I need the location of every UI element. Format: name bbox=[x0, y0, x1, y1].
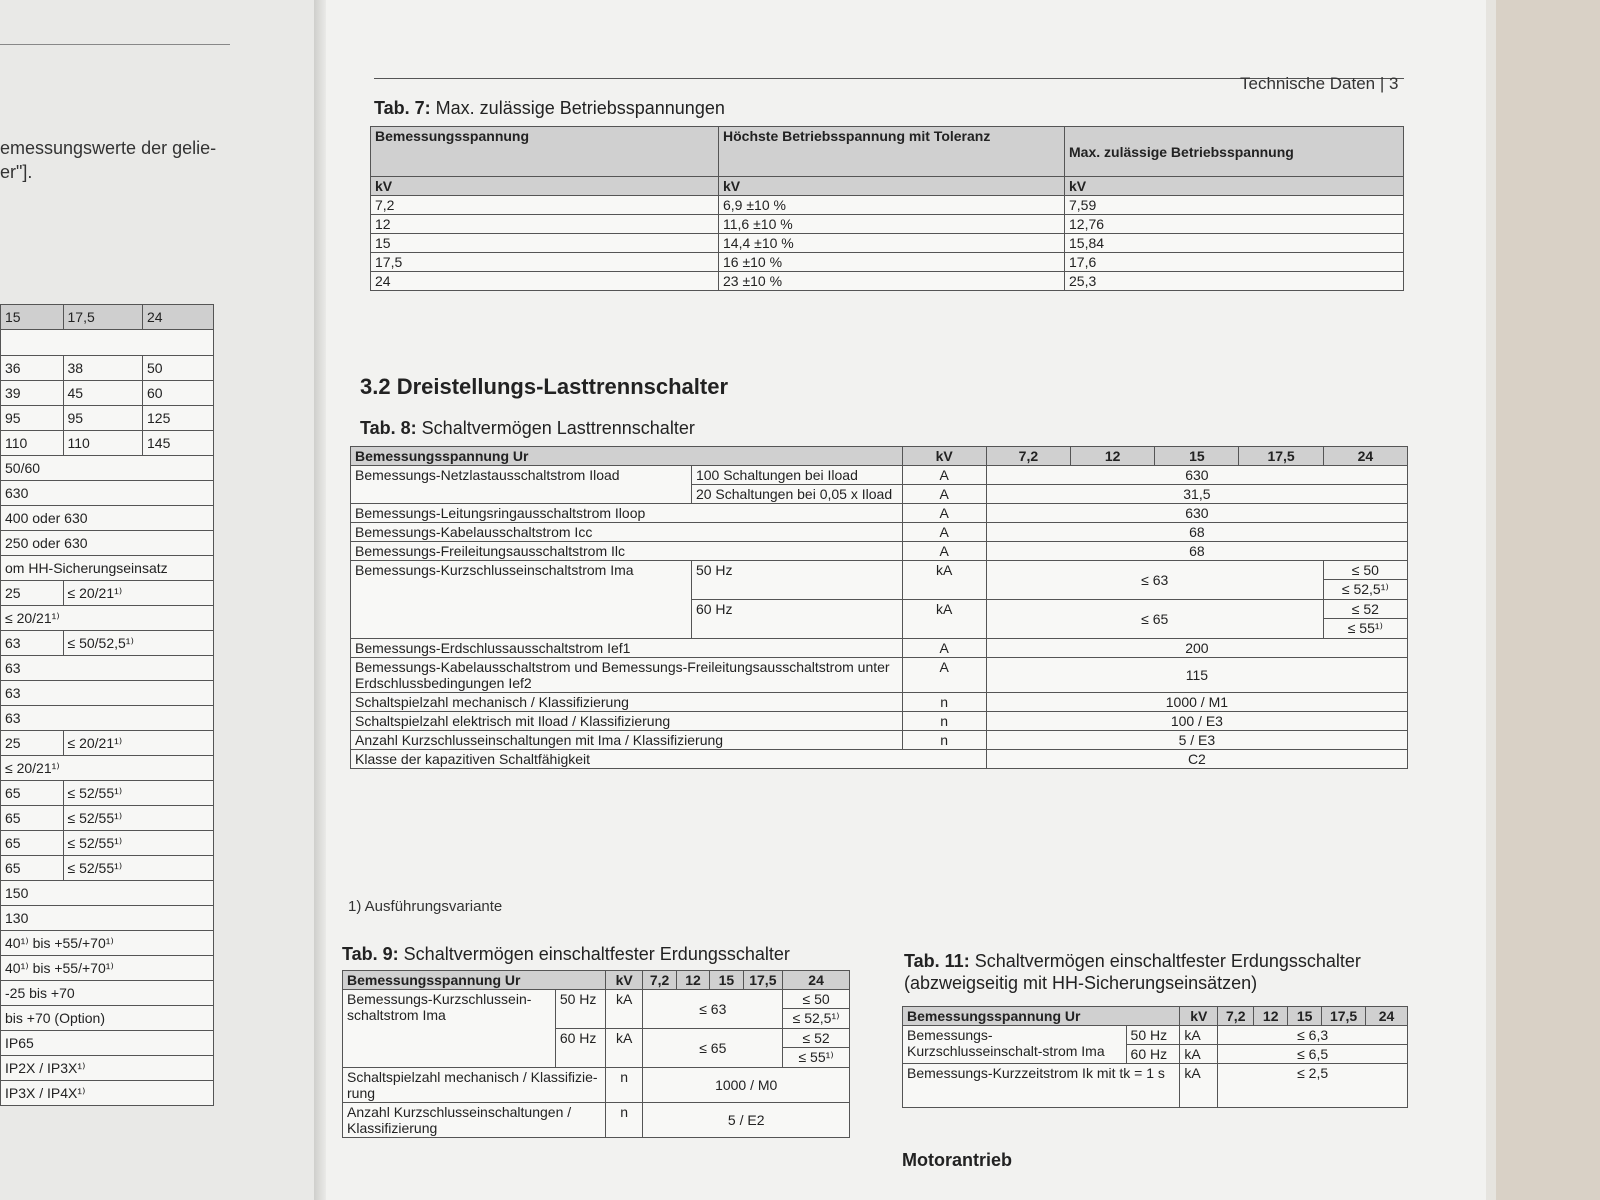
tab7-cell: 12 bbox=[371, 215, 719, 234]
left-table-cell: 40¹⁾ bis +55/+70¹⁾ bbox=[1, 931, 214, 956]
left-table-spacer-row bbox=[1, 330, 214, 356]
footnote: 1) Ausführungsvariante bbox=[348, 898, 503, 915]
left-table-cell: 125 bbox=[143, 406, 214, 431]
tab11-voltage-header: 7,2 bbox=[1218, 1007, 1254, 1026]
tab8-unit: A bbox=[902, 466, 986, 485]
left-table-cell: -25 bis +70 bbox=[1, 981, 214, 1006]
tab8-row-label: Klasse der kapazitiven Schaltfähigkeit bbox=[351, 750, 987, 769]
tab8-value: ≤ 63 bbox=[986, 561, 1323, 600]
table-row bbox=[1, 556, 214, 581]
tab11-value: ≤ 6,3 bbox=[1218, 1026, 1408, 1045]
left-table-cell: ≤ 52/55¹⁾ bbox=[63, 781, 213, 806]
table-row bbox=[351, 639, 1408, 658]
table-row bbox=[1, 431, 214, 456]
tab8-caption-label: Tab. 8: bbox=[360, 418, 417, 438]
table-row bbox=[351, 693, 1408, 712]
table-row bbox=[1, 756, 214, 781]
tab7-cell: 14,4 ±10 % bbox=[719, 234, 1065, 253]
tab8-row-label: Anzahl Kurzschlusseinschaltungen mit Ima / Klassifizierung bbox=[351, 731, 903, 750]
tab8-unit: A bbox=[902, 658, 986, 693]
tab7-cell: 25,3 bbox=[1065, 272, 1404, 291]
tab8-row-label: Bemessungs-Netzlastausschaltstrom Iload bbox=[351, 466, 692, 504]
left-table-cell: ≤ 20/21¹⁾ bbox=[63, 731, 213, 756]
table-row bbox=[343, 1068, 850, 1103]
tab11-value: ≤ 2,5 bbox=[1218, 1064, 1408, 1108]
tab8-value: 630 bbox=[986, 466, 1407, 485]
tab9-sub-label: 60 Hz bbox=[555, 1029, 605, 1068]
table-row bbox=[1, 681, 214, 706]
tab8-value: ≤ 52 bbox=[1323, 600, 1407, 619]
tab11-sub-label: 60 Hz bbox=[1126, 1045, 1180, 1064]
tab9-unit: kA bbox=[605, 1029, 643, 1068]
tab9-value: 5 / E2 bbox=[643, 1103, 850, 1138]
tab9-sub-label: 50 Hz bbox=[555, 990, 605, 1029]
tab9-caption-label: Tab. 9: bbox=[342, 944, 399, 964]
intro-line: er"]. bbox=[0, 162, 33, 182]
table-row bbox=[1, 656, 214, 681]
table-row bbox=[1, 831, 214, 856]
left-table-cell: 36 bbox=[1, 356, 64, 381]
tab11-unit: kA bbox=[1180, 1026, 1218, 1045]
tab7-header-cell: Bemessungsspannung bbox=[371, 127, 719, 177]
tab7-cell: 15,84 bbox=[1065, 234, 1404, 253]
tab11-caption-label: Tab. 11: bbox=[904, 951, 970, 971]
left-table-header-cell: 15 bbox=[1, 305, 64, 330]
tab11-row-label: Bemessungs-Kurzzeitstrom Ik mit tk = 1 s bbox=[903, 1064, 1180, 1108]
left-table-cell: 400 oder 630 bbox=[1, 506, 214, 531]
tab9-table bbox=[342, 970, 850, 1138]
tab9-header-label: Bemessungsspannung Ur bbox=[343, 971, 606, 990]
left-table-cell: ≤ 20/21¹⁾ bbox=[1, 756, 214, 781]
tab8-unit: A bbox=[902, 542, 986, 561]
tab7-cell: 15 bbox=[371, 234, 719, 253]
left-table-cell: 38 bbox=[63, 356, 142, 381]
tab9-voltage-header: 17,5 bbox=[743, 971, 783, 990]
left-table-cell: IP65 bbox=[1, 1031, 214, 1056]
tab9-caption bbox=[342, 944, 790, 965]
left-page bbox=[0, 0, 322, 1200]
tab8-row-label: Bemessungs-Kabelausschaltstrom und Bemessungs-Freileitungsausschaltstrom unter Erdschlussbedingungen Ief2 bbox=[351, 658, 903, 693]
tab8-sub-label: 20 Schaltungen bei 0,05 x Iload bbox=[691, 485, 902, 504]
tab7-unit-row bbox=[371, 177, 1404, 196]
table-row bbox=[1, 531, 214, 556]
tab8-sub-label: 100 Schaltungen bei Iload bbox=[691, 466, 902, 485]
tab8-row-label: Bemessungs-Kabelausschaltstrom Icc bbox=[351, 523, 903, 542]
left-page-table bbox=[0, 304, 214, 1106]
left-table-cell: 63 bbox=[1, 681, 214, 706]
tab8-caption bbox=[360, 418, 695, 439]
tab9-value: ≤ 52 bbox=[783, 1029, 850, 1048]
tab8-row-label: Schaltspielzahl mechanisch / Klassifizierung bbox=[351, 693, 903, 712]
left-table-cell: 95 bbox=[1, 406, 64, 431]
left-table-cell: ≤ 52/55¹⁾ bbox=[63, 806, 213, 831]
tab8-unit-header: kV bbox=[902, 447, 986, 466]
tab8-value: 115 bbox=[986, 658, 1407, 693]
background-surface bbox=[1486, 0, 1600, 1200]
tab8-value: 31,5 bbox=[986, 485, 1407, 504]
table-row bbox=[1, 1056, 214, 1081]
tab9-value: ≤ 63 bbox=[643, 990, 783, 1029]
left-table-cell: 145 bbox=[143, 431, 214, 456]
table-row bbox=[351, 561, 1408, 580]
tab9-row-label: Bemessungs-Kurzschlussein-schaltstrom Ima bbox=[343, 990, 556, 1068]
tab8-value: ≤ 52,5¹⁾ bbox=[1323, 580, 1407, 600]
tab9-unit: n bbox=[605, 1103, 643, 1138]
left-table-cell: bis +70 (Option) bbox=[1, 1006, 214, 1031]
table-row bbox=[343, 990, 850, 1009]
tab11-value: ≤ 6,5 bbox=[1218, 1045, 1408, 1064]
tab8-value: 100 / E3 bbox=[986, 712, 1407, 731]
running-header: Technische Daten | 3 bbox=[1240, 74, 1399, 93]
tab11-caption-line2: (abzweigseitig mit HH-Sicherungseinsätzen) bbox=[904, 973, 1258, 993]
table-row bbox=[351, 466, 1408, 485]
tab8-voltage-header: 17,5 bbox=[1239, 447, 1323, 466]
tab8-header-row bbox=[351, 447, 1408, 466]
tab7-cell: 11,6 ±10 % bbox=[719, 215, 1065, 234]
table-row bbox=[1, 906, 214, 931]
table-row bbox=[1, 406, 214, 431]
tab7-cell: 7,2 bbox=[371, 196, 719, 215]
tab8-row-label: Bemessungs-Freileitungsausschaltstrom Ilc bbox=[351, 542, 903, 561]
tab8-header-label: Bemessungsspannung Ur bbox=[351, 447, 903, 466]
tab8-unit: A bbox=[902, 485, 986, 504]
motor-heading: Motorantrieb bbox=[902, 1150, 1012, 1170]
tab8-sub-label: 50 Hz bbox=[691, 561, 902, 600]
tab8-value: 5 / E3 bbox=[986, 731, 1407, 750]
left-table-cell: 130 bbox=[1, 906, 214, 931]
tab9-voltage-header: 24 bbox=[783, 971, 850, 990]
table-row bbox=[1, 981, 214, 1006]
tab8-table bbox=[350, 446, 1408, 769]
tab11-header-row bbox=[903, 1007, 1408, 1026]
tab7-table bbox=[370, 126, 1404, 291]
tab11-voltage-header: 24 bbox=[1366, 1007, 1408, 1026]
tab11-voltage-header: 17,5 bbox=[1322, 1007, 1366, 1026]
tab7-unit-cell: kV bbox=[719, 177, 1065, 196]
tab8-value: ≤ 55¹⁾ bbox=[1323, 619, 1407, 639]
tab11-sub-label: 50 Hz bbox=[1126, 1026, 1180, 1045]
tab11-caption bbox=[904, 950, 1361, 994]
left-table-cell: 25 bbox=[1, 731, 64, 756]
left-table-cell: 250 oder 630 bbox=[1, 531, 214, 556]
table-row bbox=[351, 731, 1408, 750]
left-table-cell: 39 bbox=[1, 381, 64, 406]
tab8-voltage-header: 24 bbox=[1323, 447, 1407, 466]
left-page-rule bbox=[0, 44, 230, 45]
table-row bbox=[1, 606, 214, 631]
left-table-cell: 50 bbox=[143, 356, 214, 381]
tab11-table bbox=[902, 1006, 1408, 1108]
left-table-cell: 150 bbox=[1, 881, 214, 906]
tab9-unit-header: kV bbox=[605, 971, 643, 990]
tab7-cell: 17,6 bbox=[1065, 253, 1404, 272]
left-table-cell: IP2X / IP3X¹⁾ bbox=[1, 1056, 214, 1081]
left-table-cell: ≤ 52/55¹⁾ bbox=[63, 856, 213, 881]
left-table-header-row bbox=[1, 305, 214, 330]
tab11-caption-text: Schaltvermögen einschaltfester Erdungsschalter bbox=[969, 951, 1361, 971]
tab8-unit: A bbox=[902, 639, 986, 658]
tab7-cell: 16 ±10 % bbox=[719, 253, 1065, 272]
left-page-intro bbox=[0, 136, 216, 184]
left-table-cell: 25 bbox=[1, 581, 64, 606]
table-row bbox=[1, 806, 214, 831]
tab9-header-row bbox=[343, 971, 850, 990]
left-table-cell: 63 bbox=[1, 656, 214, 681]
table-row bbox=[903, 1064, 1408, 1108]
left-table-cell: 60 bbox=[143, 381, 214, 406]
left-table-cell: 110 bbox=[63, 431, 142, 456]
tab9-unit: n bbox=[605, 1068, 643, 1103]
tab8-row-label: Bemessungs-Kurzschlusseinschaltstrom Ima bbox=[351, 561, 692, 639]
section-title: 3.2 Dreistellungs-Lasttrennschalter bbox=[360, 374, 729, 399]
tab7-header-cell: Höchste Betriebsspannung mit Toleranz bbox=[719, 127, 1065, 177]
table-row bbox=[1, 631, 214, 656]
tab8-unit: n bbox=[902, 712, 986, 731]
tab7-cell: 6,9 ±10 % bbox=[719, 196, 1065, 215]
tab9-value: ≤ 65 bbox=[643, 1029, 783, 1068]
left-table-cell: 63 bbox=[1, 631, 64, 656]
tab8-value: ≤ 50 bbox=[1323, 561, 1407, 580]
left-table-header-cell: 17,5 bbox=[63, 305, 142, 330]
table-row bbox=[351, 658, 1408, 693]
table-row bbox=[371, 196, 1404, 215]
table-row bbox=[1, 781, 214, 806]
tab9-value: ≤ 50 bbox=[783, 990, 850, 1009]
table-row bbox=[371, 234, 1404, 253]
tab7-caption-label: Tab. 7: bbox=[374, 98, 431, 118]
tab7-cell: 17,5 bbox=[371, 253, 719, 272]
left-table-cell: ≤ 20/21¹⁾ bbox=[63, 581, 213, 606]
tab11-unit: kA bbox=[1180, 1064, 1218, 1108]
tab7-cell: 12,76 bbox=[1065, 215, 1404, 234]
table-row bbox=[1, 1006, 214, 1031]
table-row bbox=[371, 215, 1404, 234]
left-table-cell: 45 bbox=[63, 381, 142, 406]
left-table-cell: ≤ 50/52,5¹⁾ bbox=[63, 631, 213, 656]
table-row bbox=[351, 712, 1408, 731]
tab8-unit: A bbox=[902, 504, 986, 523]
tab7-unit-cell: kV bbox=[1065, 177, 1404, 196]
left-table-cell: 40¹⁾ bis +55/+70¹⁾ bbox=[1, 956, 214, 981]
table-row bbox=[1, 881, 214, 906]
tab8-unit: kA bbox=[902, 600, 986, 639]
left-table-header-cell: 24 bbox=[143, 305, 214, 330]
tab11-voltage-header: 12 bbox=[1254, 1007, 1288, 1026]
tab7-header-row bbox=[371, 127, 1404, 177]
tab8-voltage-header: 15 bbox=[1155, 447, 1239, 466]
left-table-cell: 65 bbox=[1, 806, 64, 831]
table-row bbox=[1, 1081, 214, 1106]
tab7-cell: 24 bbox=[371, 272, 719, 291]
tab8-voltage-header: 7,2 bbox=[986, 447, 1070, 466]
tab9-unit: kA bbox=[605, 990, 643, 1029]
tab9-caption-text: Schaltvermögen einschaltfester Erdungsschalter bbox=[398, 944, 790, 964]
tab8-row-label: Bemessungs-Erdschlussausschaltstrom Ief1 bbox=[351, 639, 903, 658]
tab11-row-label: Bemessungs-Kurzschlusseinschalt-strom Ima bbox=[903, 1026, 1127, 1064]
table-row bbox=[1, 581, 214, 606]
tab8-value: 68 bbox=[986, 542, 1407, 561]
tab7-unit-cell: kV bbox=[371, 177, 719, 196]
tab8-value: 68 bbox=[986, 523, 1407, 542]
left-table-cell: 50/60 bbox=[1, 456, 214, 481]
tab7-cell: 7,59 bbox=[1065, 196, 1404, 215]
tab8-caption-text: Schaltvermögen Lasttrennschalter bbox=[416, 418, 695, 438]
tab8-sub-label: 60 Hz bbox=[691, 600, 902, 639]
tab9-value: ≤ 55¹⁾ bbox=[783, 1048, 850, 1068]
table-row bbox=[1, 506, 214, 531]
table-row bbox=[1, 381, 214, 406]
table-row bbox=[351, 542, 1408, 561]
table-row bbox=[1, 481, 214, 506]
table-row bbox=[1, 1031, 214, 1056]
left-table-cell: om HH-Sicherungseinsatz bbox=[1, 556, 214, 581]
tab8-unit: n bbox=[902, 693, 986, 712]
table-row bbox=[371, 272, 1404, 291]
table-row bbox=[1, 931, 214, 956]
tab9-voltage-header: 15 bbox=[710, 971, 743, 990]
left-table-cell: 65 bbox=[1, 831, 64, 856]
page-edge-strip bbox=[1486, 0, 1496, 1200]
tab8-value: 200 bbox=[986, 639, 1407, 658]
left-table-cell: 63 bbox=[1, 706, 214, 731]
tab8-value: 1000 / M1 bbox=[986, 693, 1407, 712]
table-row bbox=[351, 523, 1408, 542]
tab8-unit: A bbox=[902, 523, 986, 542]
left-table-cell: 65 bbox=[1, 781, 64, 806]
table-row bbox=[1, 356, 214, 381]
table-row bbox=[371, 253, 1404, 272]
table-row bbox=[351, 750, 1408, 769]
table-row bbox=[1, 731, 214, 756]
table-row bbox=[1, 856, 214, 881]
tab11-unit-header: kV bbox=[1180, 1007, 1218, 1026]
left-table-cell: ≤ 20/21¹⁾ bbox=[1, 606, 214, 631]
tab8-row-label: Bemessungs-Leitungsringausschaltstrom Iloop bbox=[351, 504, 903, 523]
tab11-voltage-header: 15 bbox=[1288, 1007, 1322, 1026]
tab7-caption bbox=[374, 98, 725, 119]
left-table-cell: 110 bbox=[1, 431, 64, 456]
table-row bbox=[1, 456, 214, 481]
tab8-row-label: Schaltspielzahl elektrisch mit Iload / Klassifizierung bbox=[351, 712, 903, 731]
left-table-cell: IP3X / IP4X¹⁾ bbox=[1, 1081, 214, 1106]
tab9-row-label: Anzahl Kurzschlusseinschaltungen / Klassifizierung bbox=[343, 1103, 606, 1138]
tab9-row-label: Schaltspielzahl mechanisch / Klassifizie-rung bbox=[343, 1068, 606, 1103]
tab8-value: C2 bbox=[986, 750, 1407, 769]
left-table-cell: 630 bbox=[1, 481, 214, 506]
left-table-cell: ≤ 52/55¹⁾ bbox=[63, 831, 213, 856]
table-row bbox=[351, 504, 1408, 523]
tab11-header-label: Bemessungsspannung Ur bbox=[903, 1007, 1180, 1026]
tab9-voltage-header: 12 bbox=[676, 971, 709, 990]
tab8-unit: kA bbox=[902, 561, 986, 600]
tab7-header-cell: Max. zulässige Betriebsspannung bbox=[1065, 127, 1404, 177]
tab8-voltage-header: 12 bbox=[1071, 447, 1155, 466]
tab7-caption-text: Max. zulässige Betriebsspannungen bbox=[430, 98, 725, 118]
tab9-value: 1000 / M0 bbox=[643, 1068, 850, 1103]
table-row bbox=[903, 1026, 1408, 1045]
intro-line: emessungswerte der gelie- bbox=[0, 138, 217, 158]
tab7-cell: 23 ±10 % bbox=[719, 272, 1065, 291]
tab11-unit: kA bbox=[1180, 1045, 1218, 1064]
table-row bbox=[1, 706, 214, 731]
tab9-value: ≤ 52,5¹⁾ bbox=[783, 1009, 850, 1029]
table-row bbox=[343, 1103, 850, 1138]
tab9-voltage-header: 7,2 bbox=[643, 971, 676, 990]
table-row bbox=[1, 956, 214, 981]
left-table-cell: 95 bbox=[63, 406, 142, 431]
tab8-unit: n bbox=[902, 731, 986, 750]
tab8-value: ≤ 65 bbox=[986, 600, 1323, 639]
tab8-value: 630 bbox=[986, 504, 1407, 523]
left-table-cell: 65 bbox=[1, 856, 64, 881]
